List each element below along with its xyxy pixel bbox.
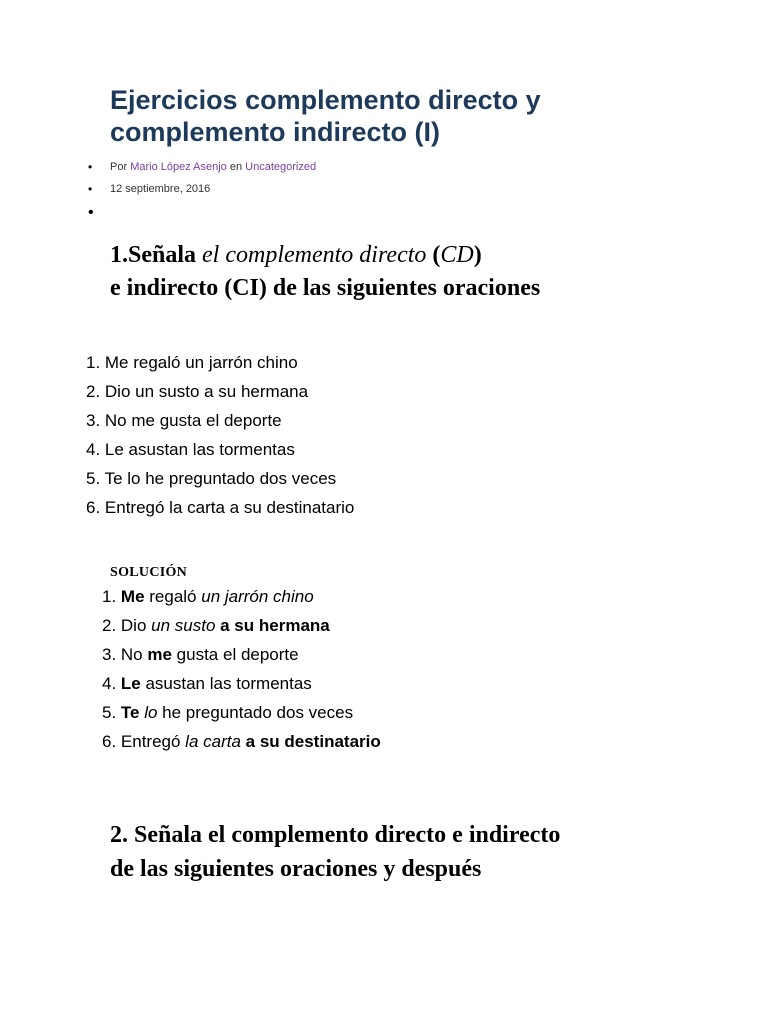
sentence-item: 6. Entregó la carta a su destinatario: [86, 498, 355, 517]
solution-item: 2. Dio un susto a su hermana: [102, 616, 330, 635]
sentence-item: 3. No me gusta el deporte: [86, 411, 282, 430]
meta-date: • 12 septiembre, 2016: [88, 182, 688, 204]
title-line-2: complemento indirecto (I): [110, 117, 441, 147]
meta-author-line: • Por Mario López Asenjo en Uncategorized: [88, 160, 688, 182]
category-link[interactable]: Uncategorized: [245, 161, 317, 173]
solution-item: 6. Entregó la carta a su destinatario: [102, 732, 381, 751]
sentence-item: 1. Me regaló un jarrón chino: [86, 353, 298, 372]
author-link[interactable]: Mario López Asenjo: [130, 161, 227, 173]
solution-list: [102, 582, 381, 756]
meta-empty-item: [88, 204, 688, 218]
solution-item: 4. Le asustan las tormentas: [102, 674, 312, 693]
exercise-2-heading-line-2: de las siguientes oraciones y después: [110, 856, 482, 882]
exercise-2-heading-line-1: 2. Señala el complemento directo e indirecto: [110, 822, 561, 848]
title-line-1: Ejercicios complemento directo y: [110, 85, 541, 115]
exercise-2-heading: [110, 818, 730, 886]
solution-item: 5. Te lo he preguntado dos veces: [102, 703, 354, 722]
sentence-item: 2. Dio un susto a su hermana: [86, 382, 309, 401]
exercise-1-heading-line-1: 1.Señala el complemento directo (CD): [110, 242, 482, 268]
exercise-1-sentences: [86, 348, 354, 522]
solution-item: 3. No me gusta el deporte: [102, 645, 299, 664]
post-meta: [88, 160, 688, 218]
solution-label: SOLUCIÓN: [110, 565, 188, 580]
exercise-1-heading-line-2: e indirecto (CI) de las siguientes oraciones: [110, 275, 541, 301]
page-title: [110, 84, 710, 148]
sentence-item: 5. Te lo he preguntado dos veces: [86, 469, 337, 488]
sentence-item: 4. Le asustan las tormentas: [86, 440, 295, 459]
solution-item: 1. Me regaló un jarrón chino: [102, 587, 314, 606]
exercise-1-heading: [110, 239, 730, 305]
